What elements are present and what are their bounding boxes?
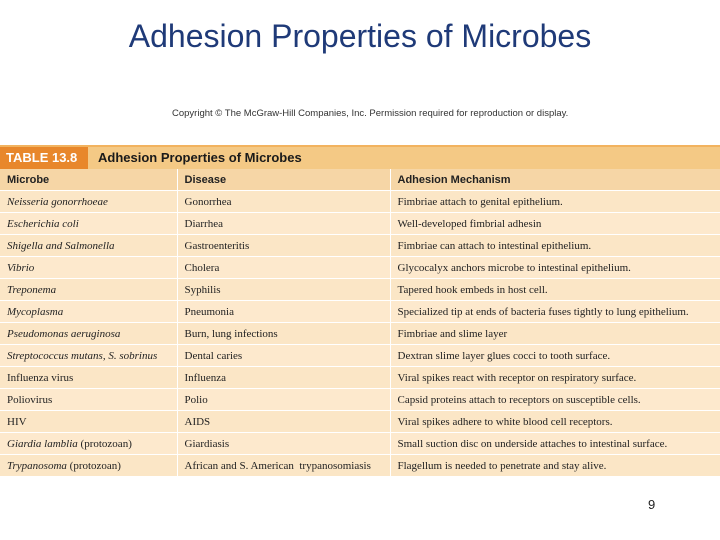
microbe-name: Shigella and Salmonella [7,239,115,252]
cell-mechanism: Tapered hook embeds in host cell. [390,279,720,301]
cell-microbe [0,389,177,411]
header-mechanism: Adhesion Mechanism [390,169,720,191]
microbe-name: Treponema [7,283,57,296]
cell-microbe [0,235,177,257]
table-row [0,323,720,345]
cell-disease: Giardiasis [177,433,390,455]
cell-mechanism: Small suction disc on underside attaches to intestinal surface. [390,433,720,455]
cell-disease: Gonorrhea [177,191,390,213]
cell-microbe [0,279,177,301]
cell-mechanism: Viral spikes adhere to white blood cell receptors. [390,411,720,433]
cell-microbe [0,323,177,345]
table-label: TABLE 13.8 [0,147,88,169]
microbe-name: Streptococcus mutans, S. sobrinus [7,349,158,362]
cell-microbe [0,257,177,279]
cell-microbe [0,191,177,213]
table-row [0,389,720,411]
cell-disease: AIDS [177,411,390,433]
table-body [0,191,720,477]
table-row [0,367,720,389]
cell-mechanism: Glycocalyx anchors microbe to intestinal epithelium. [390,257,720,279]
microbe-note: Influenza virus [7,371,74,384]
cell-disease: Polio [177,389,390,411]
table-row [0,191,720,213]
table-caption [0,145,720,169]
table-row [0,235,720,257]
microbe-name: Giardia lamblia [7,437,78,450]
cell-mechanism: Dextran slime layer glues cocci to tooth surface. [390,345,720,367]
cell-disease: Diarrhea [177,213,390,235]
table-title: Adhesion Properties of Microbes [98,150,302,165]
table-row [0,455,720,477]
cell-mechanism: Flagellum is needed to penetrate and stay alive. [390,455,720,477]
cell-disease: Gastroenteritis [177,235,390,257]
cell-mechanism: Capsid proteins attach to receptors on susceptible cells. [390,389,720,411]
microbe-name: Mycoplasma [7,305,64,318]
slide-title: Adhesion Properties of Microbes [128,18,592,54]
microbe-note: (protozoan) [66,459,121,472]
cell-disease: African and S. American trypanosomiasis [177,455,390,477]
page-number: 9 [648,497,656,512]
header-row [0,169,720,191]
microbe-note: HIV [7,415,27,428]
table-row [0,411,720,433]
table-row [0,301,720,323]
cell-microbe [0,411,177,433]
microbe-name: Pseudomonas aeruginosa [7,327,121,340]
cell-disease: Pneumonia [177,301,390,323]
cell-disease: Dental caries [177,345,390,367]
cell-mechanism: Fimbriae can attach to intestinal epithelium. [390,235,720,257]
cell-disease: Cholera [177,257,390,279]
copyright-notice: Copyright © The McGraw-Hill Companies, Inc. Permission required for reproduction or display. [172,108,569,119]
cell-microbe [0,345,177,367]
table-row [0,345,720,367]
table-row [0,213,720,235]
table-row [0,433,720,455]
microbe-note: Poliovirus [7,393,53,406]
cell-disease: Syphilis [177,279,390,301]
header-microbe: Microbe [0,169,177,191]
data-table [0,169,720,477]
cell-disease: Burn, lung infections [177,323,390,345]
table-row [0,279,720,301]
cell-mechanism: Fimbriae attach to genital epithelium. [390,191,720,213]
microbe-note: (protozoan) [77,437,132,450]
cell-mechanism: Viral spikes react with receptor on respiratory surface. [390,367,720,389]
microbe-name: Vibrio [7,261,35,274]
microbe-name: Trypanosoma [7,459,67,472]
cell-microbe [0,301,177,323]
microbe-name: Escherichia coli [7,217,79,230]
cell-microbe [0,367,177,389]
cell-mechanism: Fimbriae and slime layer [390,323,720,345]
table-row [0,257,720,279]
adhesion-table [0,145,720,477]
cell-microbe [0,455,177,477]
cell-disease: Influenza [177,367,390,389]
cell-microbe [0,433,177,455]
cell-mechanism: Well-developed fimbrial adhesin [390,213,720,235]
cell-mechanism: Specialized tip at ends of bacteria fuses tightly to lung epithelium. [390,301,720,323]
cell-microbe [0,213,177,235]
microbe-name: Neisseria gonorrhoeae [7,195,108,208]
header-disease: Disease [177,169,390,191]
